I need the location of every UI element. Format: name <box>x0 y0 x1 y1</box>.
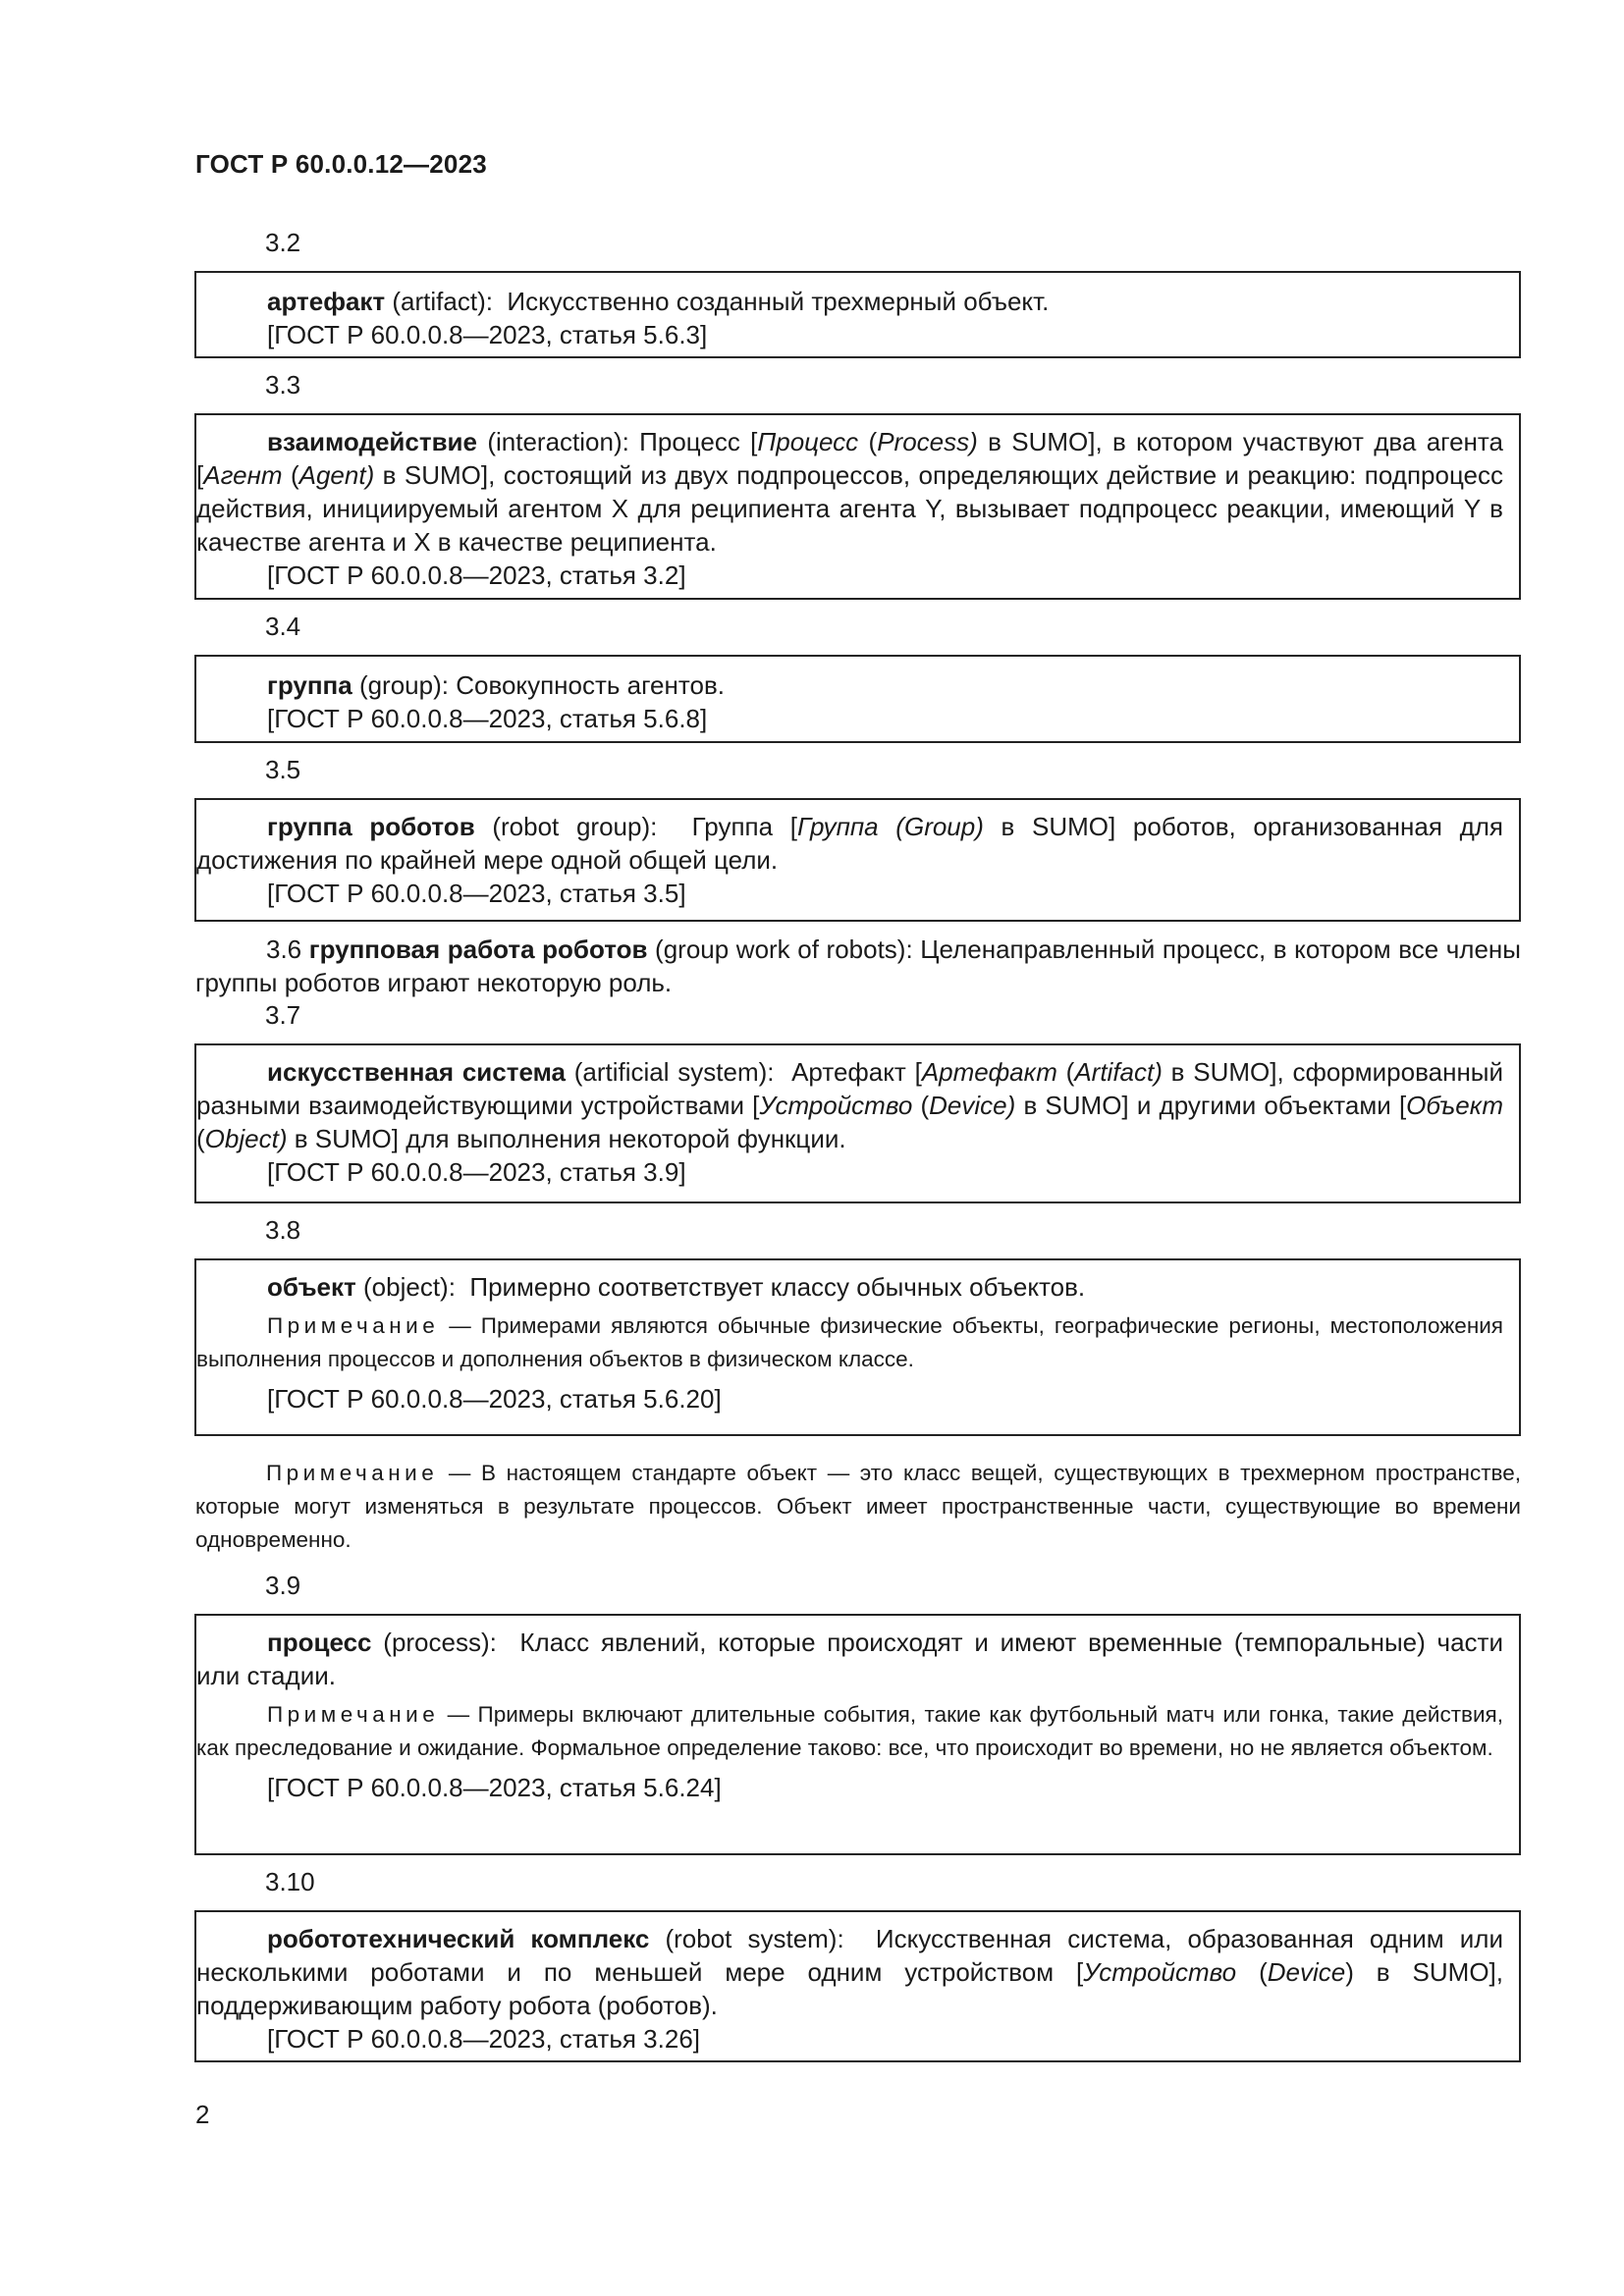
term-reference: [ГОСТ Р 60.0.0.8—2023, статья 5.6.24] <box>267 1773 722 1802</box>
term-box-object <box>194 1258 1521 1436</box>
term: искусственная система <box>267 1057 566 1087</box>
term: группа <box>267 670 352 700</box>
page-number: 2 <box>195 2100 210 2129</box>
term-note: Примечание — Примеры включают длительные события, такие как футбольный матч или гонка, такие действия, как преследование и ожидание. Формальное определение таково: все, что происходит во времени, но не является объектом. <box>196 1702 1503 1760</box>
note-label: Примечание <box>267 1313 440 1338</box>
term: объект <box>267 1272 356 1302</box>
term: групповая работа роботов <box>308 934 648 964</box>
entry-number: 3.2 <box>265 228 301 257</box>
note-label: Примечание <box>266 1461 439 1485</box>
entry-number: 3.4 <box>265 612 301 641</box>
term-reference: [ГОСТ Р 60.0.0.8—2023, статья 3.2] <box>267 561 686 590</box>
note-text: Примечание — В настоящем стандарте объект — это класс вещей, существующих в трехмерном пространстве, которые могут изменяться в результате процессов. Объект имеет пространственные части, существующие во времени одновременно. <box>195 1461 1521 1552</box>
term-definition: 3.6 групповая работа роботов (group work of robots): Целенаправленный процесс, в котором все члены группы роботов играют некоторую роль. <box>195 934 1521 997</box>
term-box-artifact <box>194 271 1521 358</box>
term-box-interaction <box>194 413 1521 600</box>
document-header: ГОСТ Р 60.0.0.12—2023 <box>195 149 487 179</box>
entry-number: 3.5 <box>265 755 301 784</box>
term-reference: [ГОСТ Р 60.0.0.8—2023, статья 3.5] <box>267 879 686 908</box>
term: группа роботов <box>267 812 475 841</box>
term: процесс <box>267 1628 372 1657</box>
term-reference: [ГОСТ Р 60.0.0.8—2023, статья 5.6.8] <box>267 704 708 733</box>
term-box-robot-group <box>194 798 1521 922</box>
term: артефакт <box>267 287 386 316</box>
term-box-artificial-system <box>194 1043 1521 1203</box>
entry-number: 3.7 <box>265 1000 301 1030</box>
term-definition: взаимодействие (interaction): Процесс [Процесс (Process) в SUMO], в котором участвуют два агента [Агент (Agent) в SUMO], состоящий из двух подпроцессов, определяющих действие и реакцию: подпроцесс действия, инициируемый агентом X для реципиента агента Y, вызывает подпроцесс реакции, имеющий Y в качестве агента и X в качестве реципиента. <box>196 427 1503 557</box>
term-reference: [ГОСТ Р 60.0.0.8—2023, статья 5.6.20] <box>267 1384 722 1414</box>
term-definition: искусственная система (artificial system): Артефакт [Артефакт (Artifact) в SUMO], сформированный разными взаимодействующими устройствами [Устройство (Device) в SUMO] и другими объектами [Объект (Object) в SUMO] для выполнения некоторой функции. <box>196 1057 1504 1153</box>
term-reference: [ГОСТ Р 60.0.0.8—2023, статья 3.9] <box>267 1157 686 1187</box>
term-definition: артефакт (artifact): Искусственно созданный трехмерный объект. <box>267 287 1050 316</box>
entry-number: 3.3 <box>265 370 301 400</box>
term: робототехнический комплекс <box>267 1924 650 1953</box>
term-definition: группа (group): Совокупность агентов. <box>267 670 725 700</box>
term-definition: робототехнический комплекс (robot system): Искусственная система, образованная одним или несколькими роботами и по меньшей мере одним устройством [Устройство (Device) в SUMO], поддерживающим работу робота (роботов). <box>196 1924 1503 2020</box>
entry-number: 3.9 <box>265 1571 301 1600</box>
term-reference: [ГОСТ Р 60.0.0.8—2023, статья 3.26] <box>267 2024 700 2054</box>
term: взаимодействие <box>267 427 478 456</box>
term-group-work-of-robots <box>195 933 1521 999</box>
term-definition: процесс (process): Класс явлений, которые происходят и имеют временные (темпоральные) части или стадии. <box>196 1628 1503 1690</box>
term-box-group <box>194 655 1521 743</box>
term-box-robot-system <box>194 1910 1521 2062</box>
term-box-process <box>194 1614 1521 1855</box>
term-reference: [ГОСТ Р 60.0.0.8—2023, статья 5.6.3] <box>267 320 708 349</box>
term-definition: объект (object): Примерно соответствует классу обычных объектов. <box>267 1272 1086 1302</box>
note-label: Примечание <box>267 1702 440 1727</box>
standalone-note <box>195 1457 1521 1557</box>
entry-number: 3.10 <box>265 1867 315 1896</box>
term-definition: группа роботов (robot group): Группа [Группа (Group) в SUMO] роботов, организованная для достижения по крайней мере одной общей цели. <box>196 812 1503 875</box>
entry-number: 3.8 <box>265 1215 301 1245</box>
term-note: Примечание — Примерами являются обычные физические объекты, географические регионы, местоположения выполнения процессов и дополнения объектов в физическом классе. <box>196 1313 1503 1371</box>
entry-number: 3.6 <box>266 934 302 964</box>
